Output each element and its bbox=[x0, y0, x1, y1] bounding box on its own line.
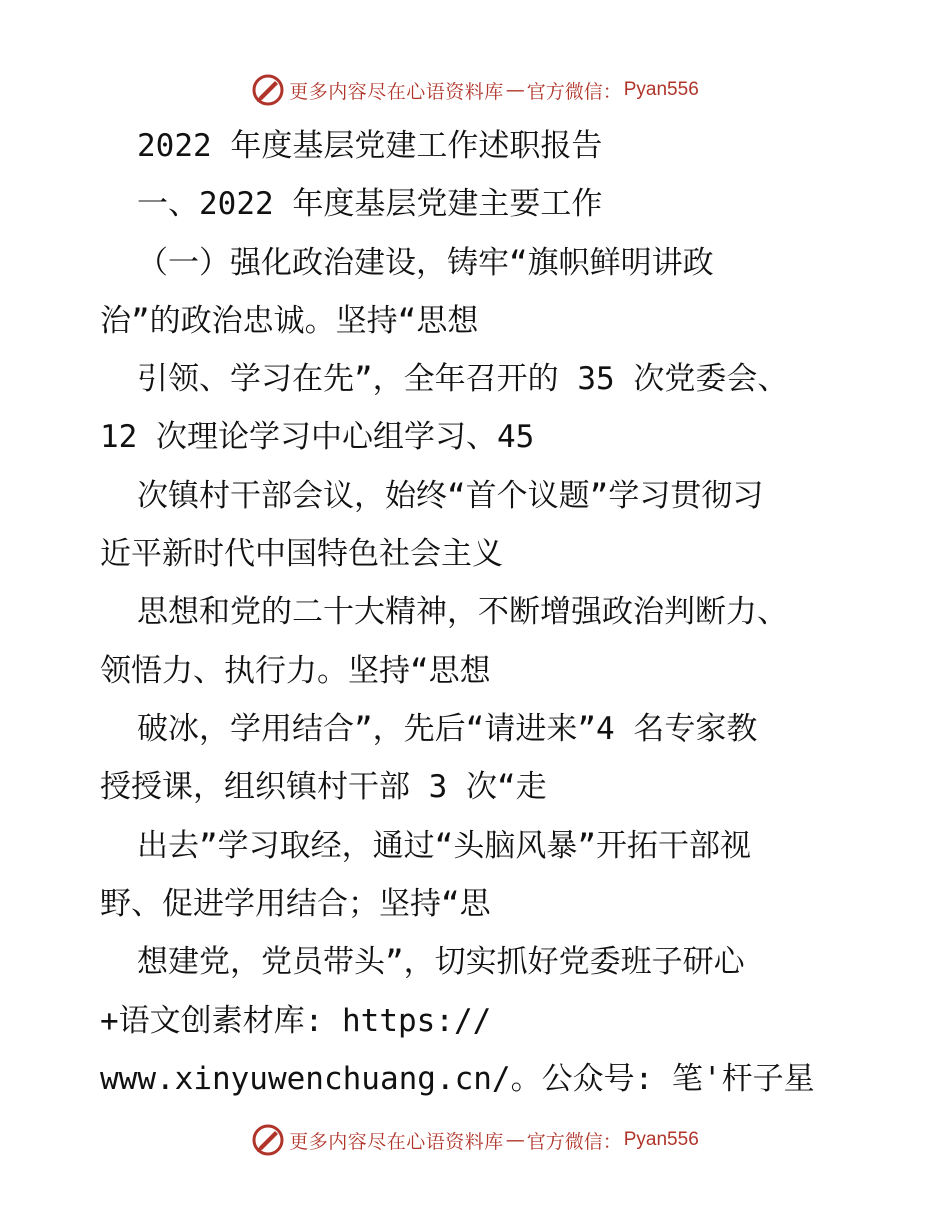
body-text-line: 破冰，学用结合”，先后“请进来”4 名专家教 bbox=[137, 711, 758, 747]
source-note-line: www.xinyuwenchuang.cn/。公众号: 笔'杆子星 bbox=[100, 1061, 815, 1097]
footer-watermark-banner bbox=[0, 1120, 950, 1160]
header-watermark-banner bbox=[0, 70, 950, 110]
banner-text: 更多内容尽在心语资料库 bbox=[289, 1130, 504, 1153]
body-text-line: 引领、学习在先”，全年召开的 35 次党委会、 bbox=[137, 361, 789, 397]
body-text-line: 授授课，组织镇村干部 3 次“走 bbox=[100, 769, 547, 805]
body-text-line: 思想和党的二十大精神，不断增强政治判断力、 bbox=[137, 594, 788, 630]
body-text-line: 次镇村干部会议，始终“首个议题”学习贯彻习 bbox=[137, 478, 764, 514]
body-text-line: 治”的政治忠诚。坚持“思想 bbox=[100, 303, 479, 339]
body-text-line: 领悟力、执行力。坚持“思想 bbox=[100, 653, 491, 689]
banner-wechat-label: 官方微信： bbox=[526, 80, 622, 103]
banner-separator: — bbox=[505, 79, 525, 101]
body-text-line: 12 次理论学习中心组学习、45 bbox=[100, 419, 535, 455]
body-text-line: （一）强化政治建设，铸牢“旗帜鲜明讲政 bbox=[137, 245, 714, 281]
source-note-line: +语文创素材库: https:// bbox=[100, 1003, 492, 1039]
banner-wechat-id: Pyan556 bbox=[623, 79, 699, 100]
banner-wechat-id: Pyan556 bbox=[623, 1129, 699, 1150]
body-text-line: 野、促进学用结合；坚持“思 bbox=[100, 886, 491, 922]
body-text-line: 近平新时代中国特色社会主义 bbox=[100, 536, 503, 572]
body-text-line: 想建党，党员带头”，切实抓好党委班子研心 bbox=[137, 944, 745, 980]
pen-circle-logo-icon bbox=[251, 1123, 285, 1157]
banner-separator: — bbox=[505, 1129, 525, 1151]
banner-text: 更多内容尽在心语资料库 bbox=[289, 80, 504, 103]
document-title: 2022 年度基层党建工作述职报告 bbox=[137, 128, 603, 164]
pen-circle-logo-icon bbox=[251, 73, 285, 107]
body-text-line: 出去”学习取经，通过“头脑风暴”开拓干部视 bbox=[137, 828, 751, 864]
banner-wechat-label: 官方微信： bbox=[526, 1130, 622, 1153]
section-heading: 一、2022 年度基层党建主要工作 bbox=[137, 186, 603, 222]
